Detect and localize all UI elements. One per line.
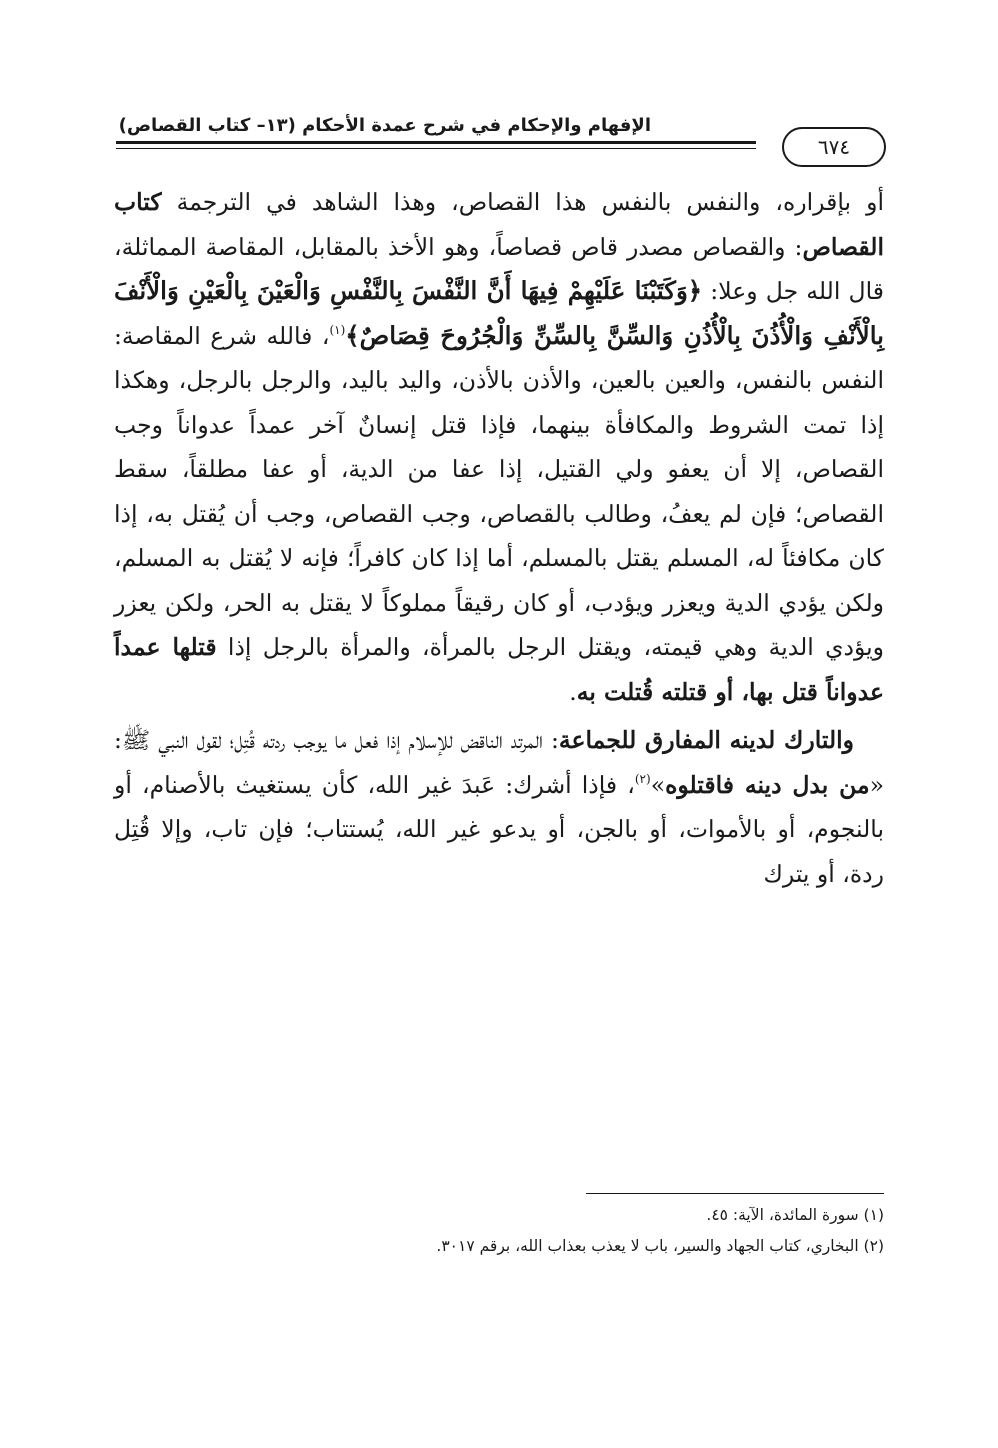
header-rule-thick [116,141,756,144]
page-number-badge: ٦٧٤ [782,127,886,167]
running-title: الإفهام والإحكام في شرح عمدة الأحكام (١٣– كتاب القصاص) [118,115,651,136]
footnote-separator [586,1193,884,1194]
header-rule-thin [116,148,756,149]
p2-text-c: » [650,770,666,799]
footnote-ref-1: (١) [329,322,346,337]
p2-text-d: ، فإذا أشرك: عَبدَ غير الله، كأن يستغيث بالأصنام، أو بالنجوم، أو بالأموات، أو بالجن، أو يدعو غير الله، يُستتاب؛ فإن تاب، وإلا قُتِل ردة، أو يترك [114,770,884,888]
p2-text-b: : المرتد الناقض للإسلام إذا فعل ما يوجب ردته قُتِل؛ لقول النبي ﷺ: « [114,726,884,799]
p1-text-f: . [569,677,577,706]
p1-text-d: ، فالله شرع المقاصة: النفس بالنفس، والعين بالعين، والأذن بالأذن، واليد باليد، والرجل بالرجل، وهكذا إذا تمت الشروط والمكافأة بينهما، فإذا قتل إنسانٌ آخر عمداً عدواناً وجب القصاص، إلا أن يعفو ولي القتيل، إذا عفا من الدية، أو عفا مطلقاً، سقط القصاص؛ فإن لم يعفُ، وطالب بالقصاص، وجب القصاص، وجب أن يُقتل به، إذا كان مكافئاً له، المسلم يقتل بالمسلم، أما إذا كان كافراً؛ فإنه لا يُقتل به المسلم، ولكن يؤدي الدية ويعزر ويؤدب، أو كان رقيقاً مملوكاً لا يقتل به الحر، ولكن يعزر ويؤدي الدية وهي قيمته، ويقتل الرجل بالمرأة، والمرأة بالرجل إذا [114,321,884,661]
footnote-1: (١) سورة المائدة، الآية: ٤٥. [706,1206,884,1224]
quran-verse: ﴿وَكَتَبْنَا عَلَيْهِمْ فِيهَا أَنَّ النَّفْسَ بِالنَّفْسِ وَالْعَيْنَ بِالْعَيْنِ وَالْأَنْفَ بِالْأَنْفِ وَالْأُذُنَ بِالْأُذُنِ وَالسِّنَّ بِالسِّنِّ وَالْجُرُوحَ قِصَاصٌ﴾ [114,276,884,350]
footnotes [114,1200,884,1262]
page-header [116,105,886,185]
hadith-text: من بدل دينه فاقتلوه [665,770,870,799]
footnote-ref-2: (٢) [634,771,651,786]
footnote-2: (٢) البخاري، كتاب الجهاد والسير، باب لا يعذب بعذاب الله، برقم ٣٠١٧. [436,1237,884,1255]
p1-bold-quote: قتلها عمداً عدواناً قتل بها، أو قتلته قُتلت به [114,633,884,706]
paragraph-2 [114,718,884,896]
paragraph-1 [114,180,884,714]
chapter-name-bold: كتاب القصاص [114,188,884,261]
main-text [114,180,884,896]
p1-text-a: أو بإقراره، والنفس بالنفس هذا القصاص، وهذا الشاهد في الترجمة [161,188,884,216]
p2-heading-bold: والتارك لدينه المفارق للجماعة [558,726,854,754]
p1-text-c: : والقصاص مصدر قاص قصاصاً، وهو الأخذ بالمقابل، المقاصة المماثلة، قال الله جل وعلا: [114,232,884,305]
